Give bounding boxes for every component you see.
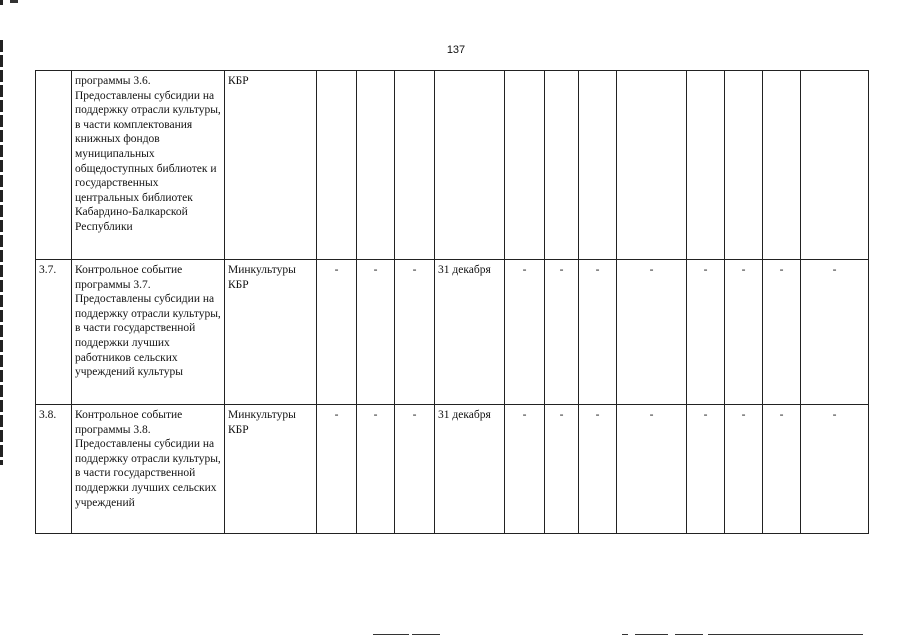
table-cell xyxy=(395,71,435,260)
table-cell xyxy=(801,71,869,260)
table-cell xyxy=(545,71,579,260)
scan-artifact-line xyxy=(708,634,863,635)
scan-binding-edge xyxy=(0,40,3,465)
scan-artifact-line xyxy=(635,634,668,635)
table-cell xyxy=(725,71,763,260)
event-name-cell: Контрольное событие программы 3.7. Предоставлены субсидии на поддержку отрасли культуры, в части государственной поддержки лучших работников сельских учреждений культуры xyxy=(72,260,225,405)
row-number-cell xyxy=(36,71,72,260)
date-cell: 31 декабря xyxy=(435,260,505,405)
scan-mark-top xyxy=(0,0,3,5)
executor-cell: Минкультуры КБР xyxy=(225,260,317,405)
table-cell: - xyxy=(545,405,579,534)
row-number-cell: 3.7. xyxy=(36,260,72,405)
scan-artifact-line xyxy=(373,634,409,635)
table-cell xyxy=(579,71,617,260)
table-cell: - xyxy=(505,260,545,405)
table-cell: - xyxy=(617,405,687,534)
table-cell: - xyxy=(317,260,357,405)
table-cell: - xyxy=(579,405,617,534)
table-cell: - xyxy=(801,260,869,405)
table-cell xyxy=(357,71,395,260)
table-cell: - xyxy=(357,260,395,405)
table-cell: - xyxy=(725,405,763,534)
table-cell: - xyxy=(617,260,687,405)
page-number: 137 xyxy=(446,44,466,56)
table-cell: - xyxy=(579,260,617,405)
row-number-cell: 3.8. xyxy=(36,405,72,534)
event-name-cell: Контрольное событие программы 3.8. Предоставлены субсидии на поддержку отрасли культуры, в части государственной поддержки лучших сельских учреждений xyxy=(72,405,225,534)
date-cell: 31 декабря xyxy=(435,405,505,534)
executor-cell: КБР xyxy=(225,71,317,260)
table-cell xyxy=(505,71,545,260)
scan-mark-top-2 xyxy=(10,0,18,3)
table-cell: - xyxy=(395,260,435,405)
table-row xyxy=(36,260,869,405)
table-cell: - xyxy=(763,405,801,534)
table-cell: - xyxy=(725,260,763,405)
table-cell: - xyxy=(505,405,545,534)
table-cell: - xyxy=(395,405,435,534)
event-name-cell: программы 3.6. Предоставлены субсидии на поддержку отрасли культуры, в части комплектования книжных фондов муниципальных общедоступных библиотек и государственных центральных библиотек Кабардино-Балкарской Республики xyxy=(72,71,225,260)
executor-cell: Минкультуры КБР xyxy=(225,405,317,534)
table-cell: - xyxy=(357,405,395,534)
table-cell: - xyxy=(317,405,357,534)
scan-artifact-line xyxy=(622,634,628,635)
table-row xyxy=(36,405,869,534)
table-cell: - xyxy=(801,405,869,534)
scan-artifact-line xyxy=(675,634,703,635)
scan-artifact-line xyxy=(412,634,440,635)
table-cell xyxy=(763,71,801,260)
table-cell xyxy=(317,71,357,260)
program-table xyxy=(35,70,869,534)
table-cell: - xyxy=(545,260,579,405)
table-cell xyxy=(687,71,725,260)
table-cell: - xyxy=(763,260,801,405)
table-row xyxy=(36,71,869,260)
table-cell xyxy=(617,71,687,260)
table-cell: - xyxy=(687,260,725,405)
table-cell: - xyxy=(687,405,725,534)
table-cell xyxy=(435,71,505,260)
